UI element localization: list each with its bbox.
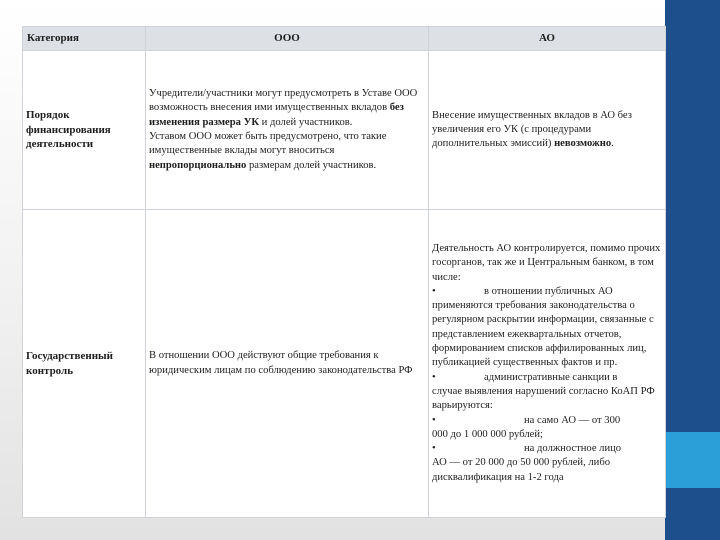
bullet-icon: • (432, 443, 436, 455)
ao-intro: Деятельность АО контролируется, помимо прочих госорганов, так же и Центральным банком, в том числе: (432, 242, 661, 283)
bullet-icon: • (432, 285, 436, 297)
ooo-paragraph: В отношении ООО действуют общие требования к юридическим лицам по соблюдению законодательства РФ (149, 350, 413, 376)
comparison-table (22, 26, 666, 518)
table-row (23, 210, 666, 518)
ao-cell (429, 51, 666, 210)
ao-paragraph: Внесение имущественных вкладов в АО без увеличения его УК (с процедурами дополнительных эмиссий) невозможно. (432, 109, 632, 150)
bullet-icon: • (432, 414, 436, 426)
list-item: • административные санкции в (432, 371, 662, 385)
accent-square (665, 432, 720, 488)
list-item: • на само АО — от 300 (432, 414, 662, 428)
list-item: • в отношении публичных АО (432, 285, 662, 299)
bullet-icon: • (432, 371, 436, 383)
ao-cell: Деятельность АО контролируется, помимо прочих госорганов, так же и Центральным банком, в том числе: • в отношении публичных АО применяются требования законодательства о регулярном раскрытии информации, связанные с представлением ежеквартальных отчетов, формированием списков аффилированных лиц, публикацией существенных фактов и пр. • административные санкции в случае выявления нарушений согласно КоАП РФ варьируются: • на само АО — от 300 000 до 1 000 000 рублей; • на должностное лицо АО — от 20 000 до 50 000 рублей, либо дисквалификация на 1-2 года (429, 210, 666, 518)
ooo-paragraph: Уставом ООО может быть предусмотрено, что такие имущественные вклады могут вноситься непропорционально размерам долей участников. (149, 131, 387, 171)
table-header-row (23, 27, 666, 51)
header-category: Категория (23, 27, 146, 51)
list-item: • на должностное лицо (432, 442, 662, 456)
ooo-cell (146, 51, 429, 210)
category-cell: Государственный контроль (23, 210, 146, 518)
ooo-paragraph: Учредители/участники могут предусмотреть в Уставе ООО возможность внесения ими имущественных вкладов без изменения размера УК и долей участников. (149, 88, 418, 128)
category-cell: Порядок финансирования деятельности (23, 51, 146, 210)
ooo-cell (146, 210, 429, 518)
header-ao: АО (429, 27, 666, 51)
header-ooo: ООО (146, 27, 429, 51)
table-row (23, 51, 666, 210)
